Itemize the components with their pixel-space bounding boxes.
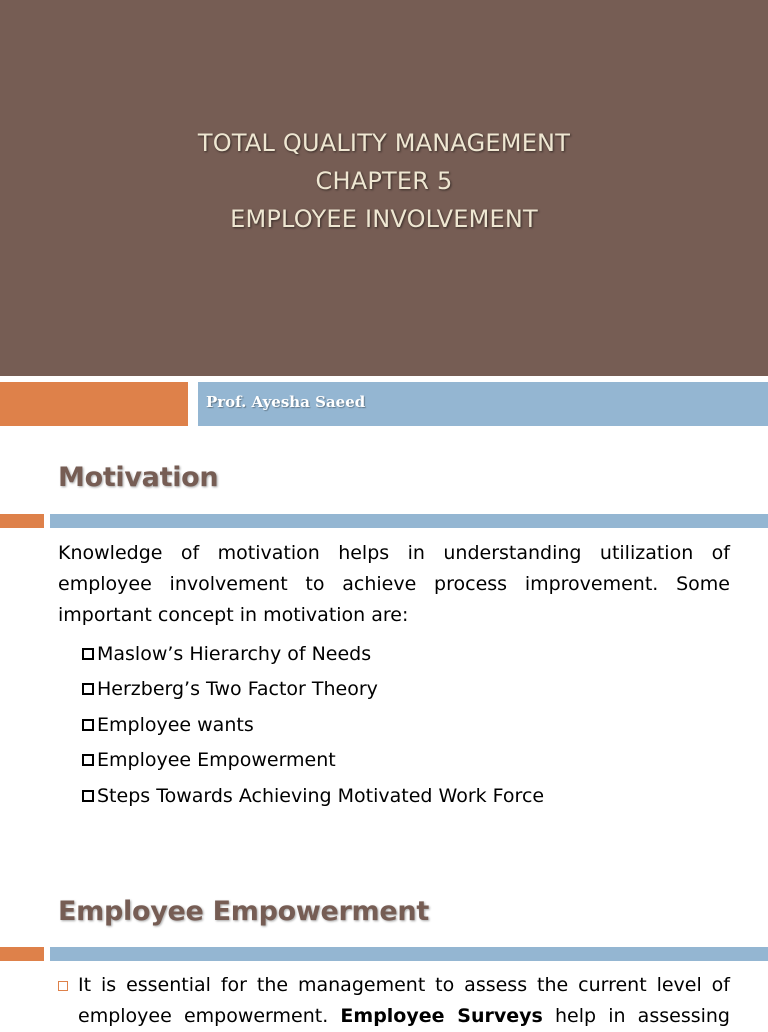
empowerment-bullet — [58, 970, 730, 1032]
author-name: Prof. Ayesha Saeed — [206, 393, 366, 411]
motivation-bullet-list — [82, 636, 544, 814]
square-bullet-icon — [82, 754, 94, 766]
list-item: Maslow’s Hierarchy of Needs — [82, 636, 544, 672]
empowerment-text: It is essential for the management to assess the current level of employee empowerment. Employee Surveys help in assessing — [78, 974, 730, 1027]
list-item: Employee wants — [82, 707, 544, 743]
title-line-3: EMPLOYEE INVOLVEMENT — [230, 205, 538, 233]
orange-tab — [0, 514, 44, 528]
title-band — [0, 0, 768, 376]
title-line-1: TOTAL QUALITY MANAGEMENT — [197, 129, 571, 157]
blue-divider-bar — [50, 514, 768, 528]
title-line-2: CHAPTER 5 — [315, 167, 453, 195]
motivation-paragraph: Knowledge of motivation helps in understanding utilization of employee involvement to achieve process improvement. Some important concept in motivation are: — [58, 542, 730, 626]
square-bullet-icon — [82, 648, 94, 660]
blue-divider-bar — [50, 947, 768, 961]
square-bullet-icon — [82, 790, 94, 802]
orange-accent-block — [0, 382, 188, 426]
orange-tab — [0, 947, 44, 961]
empowerment-heading: Employee Empowerment — [58, 896, 429, 927]
square-bullet-icon — [82, 683, 94, 695]
list-item: Steps Towards Achieving Motivated Work Force — [82, 778, 544, 814]
list-item: Employee Empowerment — [82, 743, 544, 779]
slide-title — [0, 124, 768, 238]
list-item: Herzberg’s Two Factor Theory — [82, 672, 544, 708]
hollow-square-bullet-icon — [58, 981, 68, 991]
square-bullet-icon — [82, 719, 94, 731]
motivation-heading: Motivation — [58, 462, 219, 493]
